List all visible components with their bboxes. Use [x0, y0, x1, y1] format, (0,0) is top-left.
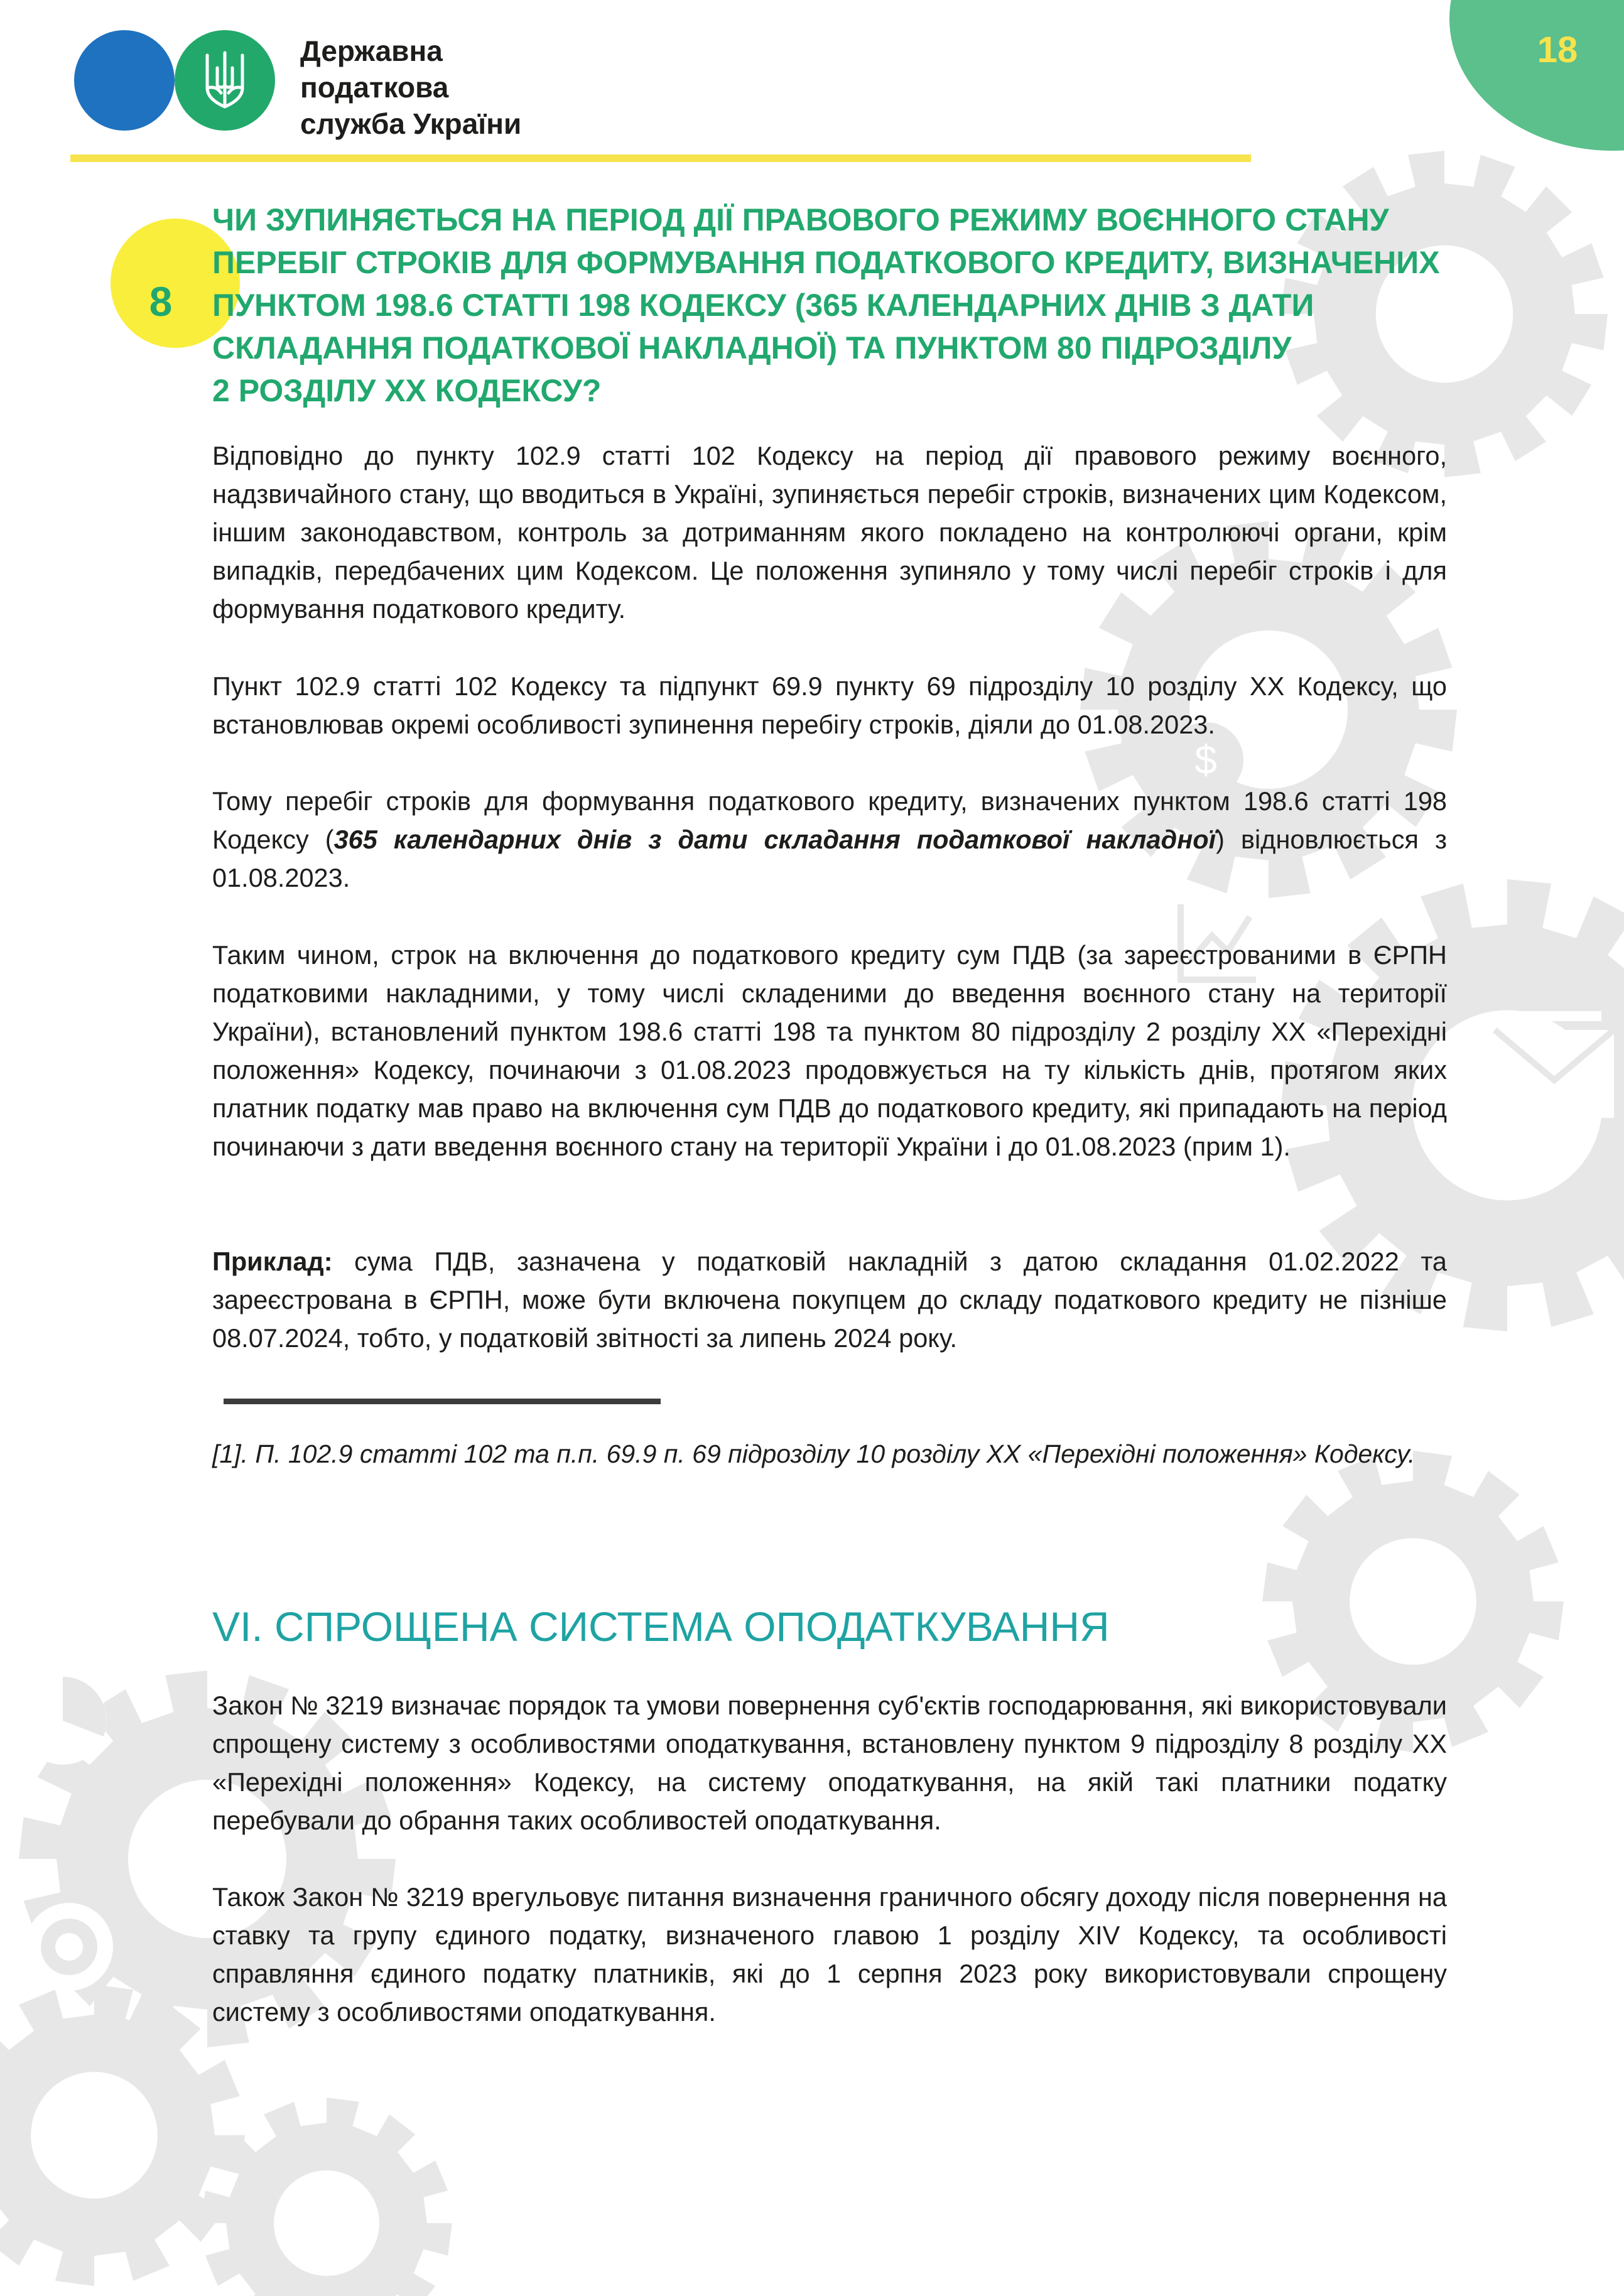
gear-icon [201, 2098, 452, 2296]
question-title-line: ПУНКТОМ 198.6 СТАТТІ 198 КОДЕКСУ (365 КАЛЕНДАРНИХ ДНІВ З ДАТИ [212, 288, 1314, 323]
emphasis-text: 365 календарних днів з дати складання податкової накладної [333, 825, 1216, 854]
logo-blue-circle [74, 30, 175, 131]
paragraph [212, 782, 1447, 897]
question-title-line: ЧИ ЗУПИНЯЄТЬСЯ НА ПЕРІОД ДІЇ ПРАВОВОГО РЕЖИМУ ВОЄННОГО СТАНУ [212, 202, 1389, 237]
footnote-divider [224, 1399, 661, 1404]
logo-green-circle [175, 30, 275, 131]
paragraph-text: Таким чином, строк на включення до податкового кредиту сум ПДВ (за зареєстрованими в ЄРПН податковими накладними, у тому числі складеними до введення воєнного стану на території України), встановлений пунктом 198.6 статті 198 та пунктом 80 підрозділу 2 розділу ХХ «Перехідні положення» Кодексу, починаючи з 01.08.2023 продовжується на ту кількість днів, протягом яких платник податку мав право на включення сум ПДВ до податкового кредиту, які припадають на період починаючи з дати введення воєнного стану на території України і до 01.08.2023 (прим 1). [212, 940, 1447, 1161]
org-name-line: податкова [300, 71, 449, 104]
example-paragraph [212, 1242, 1447, 1357]
trident-icon [202, 49, 247, 112]
svg-text:$: $ [1194, 737, 1217, 782]
question-title-line: 2 РОЗДІЛУ ХХ КОДЕКСУ? [212, 373, 602, 408]
text-run: сума ПДВ, зазначена у податковій накладній з датою складання 01.02.2022 та зареєстрована в ЄРПН, може бути включена покупцем до складу податкового кредиту не пізніше 08.07.2024, тобто, у податковій звітності за липень 2024 року. [212, 1247, 1447, 1353]
page-number: 18 [1537, 30, 1578, 70]
paragraph [212, 1878, 1447, 2031]
text-run: ) відновлюється з 01.08.2023. [212, 825, 1447, 892]
organization-name [300, 33, 740, 142]
paragraph-text: Закон № 3219 визначає порядок та умови повернення суб'єктів господарювання, які використовували спрощену систему з особливостями оподаткування, встановлену пунктом 9 підрозділу 8 розділу ХХ «Перехідні положення» Кодексу, на систему оподаткування, на якій такі платники податку перебували до обрання таких особливостей оподаткування. [212, 1691, 1447, 1835]
paragraph-text: Також Закон № 3219 врегульовує питання визначення граничного обсягу доходу після повернення на ставку та групу єдиного податку, визначеного главою 1 розділу XIV Кодексу, та особливості справляння єдиного податку платників, які до 1 серпня 2023 року використовували спрощену систему з особливостями оподаткування. [212, 1882, 1447, 2027]
paragraph-text [212, 1242, 1447, 1357]
paragraph-text: Пункт 102.9 статті 102 Кодексу та підпункт 69.9 пункту 69 підрозділу 10 розділу ХХ Кодексу, що встановлював окремі особливості зупинення перебігу строків, діяли до 01.08.2023. [212, 671, 1447, 739]
question-title-line: ПЕРЕБІГ СТРОКІВ ДЛЯ ФОРМУВАННЯ ПОДАТКОВОГО КРЕДИТУ, ВИЗНАЧЕНИХ [212, 245, 1440, 280]
question-title-line: СКЛАДАННЯ ПОДАТКОВОЇ НАКЛАДНОЇ) ТА ПУНКТОМ 80 ПІДРОЗДІЛУ [212, 330, 1292, 366]
target-icon [25, 1903, 113, 1991]
pie-chart-icon [19, 1677, 107, 1765]
text-run: Тому перебіг строків для формування податкового кредиту, визначених пунктом 198.6 статті 198 Кодексу ( [212, 786, 1447, 854]
section-title: VІ. СПРОЩЕНА СИСТЕМА ОПОДАТКУВАННЯ [212, 1603, 1110, 1650]
org-name-line: Державна [300, 35, 443, 67]
paragraph-text [212, 782, 1447, 897]
question-title [212, 198, 1481, 412]
paragraph [212, 936, 1447, 1166]
footnote: [1]. П. 102.9 статті 102 та п.п. 69.9 п. 69 підрозділу 10 розділу ХХ «Перехідні положення» Кодексу. [212, 1439, 1416, 1468]
org-name-line: служба України [300, 107, 522, 140]
paragraph [212, 1686, 1447, 1839]
header-divider [70, 154, 1251, 162]
paragraph-text: Відповідно до пункту 102.9 статті 102 Кодексу на період дії правового режиму воєнного, надзвичайного стану, що вводиться в Україні, зупиняється перебіг строків, визначених цим Кодексом, іншим законодавством, контроль за дотриманням якого покладено на контролюючі органи, крім випадків, передбачених цим Кодексом. Це положення зупиняло у тому числі перебіг строків і для формування податкового кредиту. [212, 441, 1447, 624]
paragraph [212, 667, 1447, 744]
paragraph [212, 436, 1447, 628]
example-label: Приклад: [212, 1247, 333, 1276]
question-number: 8 [149, 278, 173, 325]
